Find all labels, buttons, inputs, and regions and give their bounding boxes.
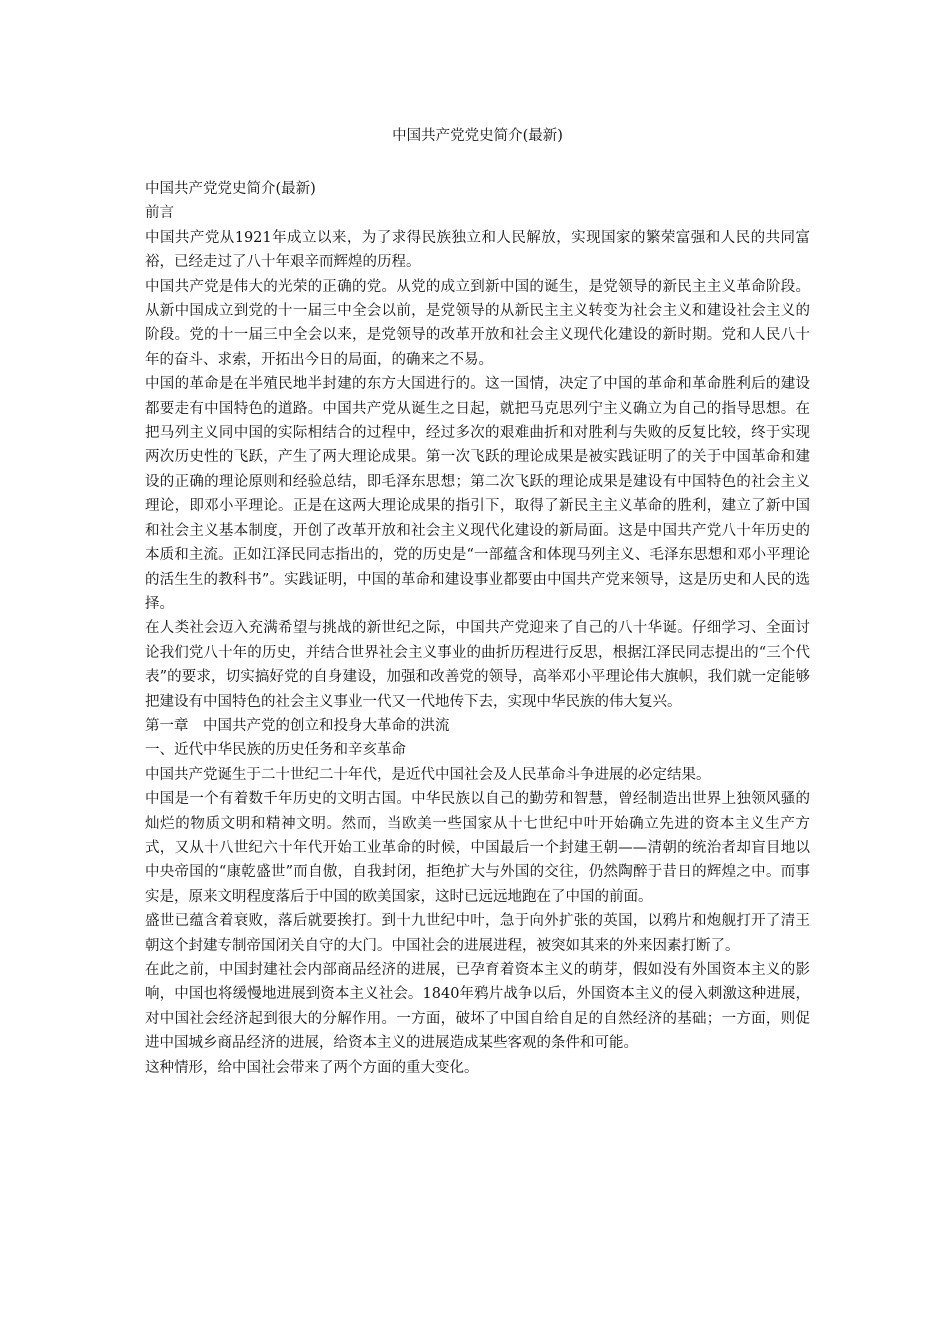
paragraph: 中国共产党诞生于二十世纪二十年代，是近代中国社会及人民革命斗争进展的必定结果。 bbox=[145, 766, 711, 783]
heading-preface: 前言 bbox=[145, 205, 174, 222]
paragraph: 中国共产党是伟大的光荣的正确的党。从党的成立到新中国的诞生，是党领导的新民主主义革命阶段。从新中国成立到党的十一届三中全会以前，是党领导的从新民主主义转变为社会主义和建设社会主义的阶段。党的十一届三中全会以来，是党领导的改革开放和社会主义现代化建设的新时期。党和人民八十年的奋斗、求索，开拓出今日的局面，的确来之不易。 bbox=[145, 278, 810, 368]
paragraph: 在此之前，中国封建社会内部商品经济的进展，已孕育着资本主义的萌芽，假如没有外国资本主义的影响，中国也将缓慢地进展到资本主义社会。1840年鸦片战争以后，外国资本主义的侵入刺激这种进展，对中国社会经济起到很大的分解作用。一方面，破坏了中国自给自足的自然经济的基础；一方面，则促进中国城乡商品经济的进展，给资本主义的进展造成某些客观的条件和可能。 bbox=[145, 962, 810, 1052]
paragraph: 在人类社会迈入充满希望与挑战的新世纪之际，中国共产党迎来了自己的八十华诞。仔细学习、全面讨论我们党八十年的历史，并结合世界社会主义事业的曲折历程进行反思，根据江泽民同志提出的“三个代表”的要求，切实搞好党的自身建设，加强和改善党的领导，高举邓小平理论伟大旗帜，我们就一定能够把建设有中国特色的社会主义事业一代又一代地传下去，实现中华民族的伟大复兴。 bbox=[145, 620, 810, 710]
paragraph-subtitle: 中国共产党党史简介(最新) bbox=[145, 181, 316, 197]
paragraph: 这种情形，给中国社会带来了两个方面的重大变化。 bbox=[145, 1059, 479, 1076]
heading-section-1: 一、近代中华民族的历史任务和辛亥革命 bbox=[145, 742, 406, 759]
document-title: 中国共产党党史简介(最新) bbox=[392, 128, 563, 144]
paragraph: 盛世已蕴含着衰败，落后就要挨打。到十九世纪中叶，急于向外扩张的英国，以鸦片和炮舰打开了清王朝这个封建专制帝国闭关自守的大门。中国社会的进展进程，被突如其来的外来因素打断了。 bbox=[145, 913, 810, 954]
document-body bbox=[145, 177, 810, 1080]
heading-chapter-1: 第一章 中国共产党的创立和投身大革命的洪流 bbox=[145, 717, 450, 734]
paragraph: 中国共产党从1921年成立以来，为了求得民族独立和人民解放，实现国家的繁荣富强和人民的共同富裕，已经走过了八十年艰辛而辉煌的历程。 bbox=[145, 229, 810, 271]
paragraph: 中国是一个有着数千年历史的文明古国。中华民族以自己的勤劳和智慧，曾经制造出世界上独领风骚的灿烂的物质文明和精神文明。然而，当欧美一些国家从十七世纪中叶开始确立先进的资本主义生产方式，又从十八世纪六十年代开始工业革命的时候，中国最后一个封建王朝——清朝的统治者却盲目地以中央帝国的“康乾盛世”而自傲，自我封闭，拒绝扩大与外国的交往，仍然陶醉于昔日的辉煌之中。而事实是，原来文明程度落后于中国的欧美国家，这时已远远地跑在了中国的前面。 bbox=[145, 791, 810, 905]
paragraph: 中国的革命是在半殖民地半封建的东方大国进行的。这一国情，决定了中国的革命和革命胜利后的建设都要走有中国特色的道路。中国共产党从诞生之日起，就把马克思列宁主义确立为自己的指导思想。在把马列主义同中国的实际相结合的过程中，经过多次的艰难曲折和对胜利与失败的反复比较，终于实现两次历史性的飞跃，产生了两大理论成果。第一次飞跃的理论成果是被实践证明了的关于中国革命和建设的正确的理论原则和经验总结，即毛泽东思想；第二次飞跃的理论成果是建设有中国特色的社会主义理论，即邓小平理论。正是在这两大理论成果的指引下，取得了新民主主义革命的胜利，建立了新中国和社会主义基本制度，开创了改革开放和社会主义现代化建设的新局面。这是中国共产党八十年历史的本质和主流。正如江泽民同志指出的，党的历史是“一部蕴含和体现马列主义、毛泽东思想和邓小平理论的活生生的教科书”。实践证明，中国的革命和建设事业都要由中国共产党来领导，这是历史和人民的选择。 bbox=[145, 376, 810, 612]
